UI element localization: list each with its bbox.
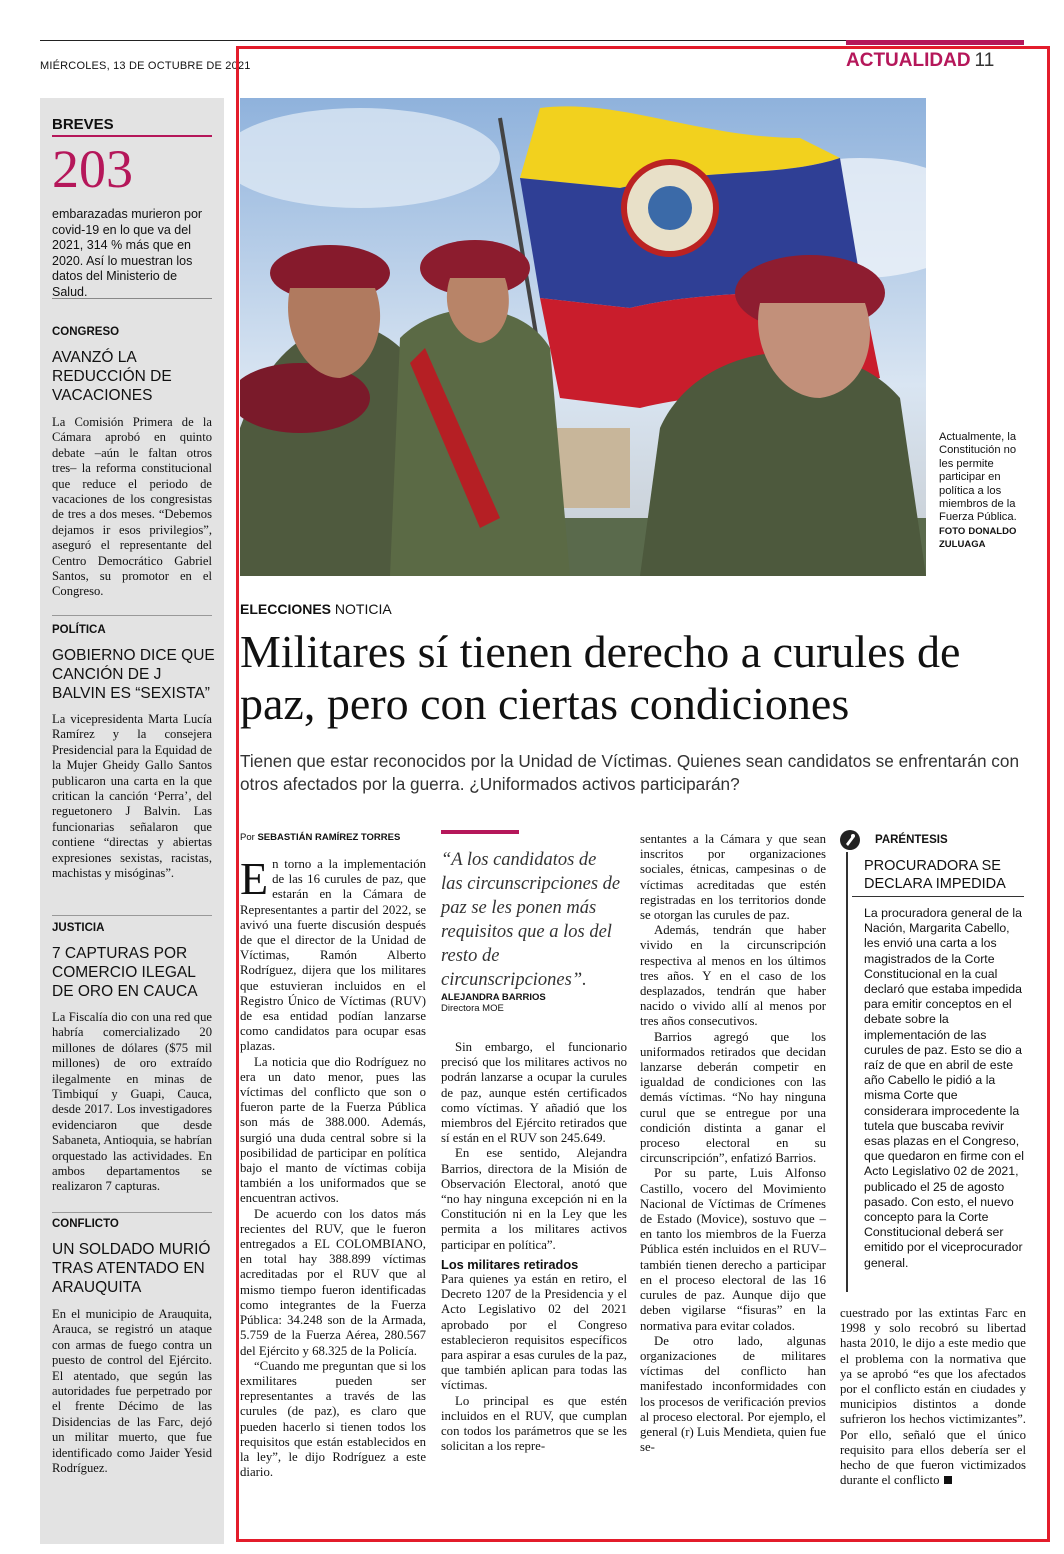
photo-credit-name: DONALDO ZULUAGA	[939, 525, 1017, 551]
page-number: 11	[974, 50, 995, 71]
breves-label: BREVES	[52, 116, 114, 133]
brief-body: En el municipio de Arauquita, Arauca, se registró un ataque con armas de fuego contra un puesto de control del Ejército. El atentado, que según las autoridades fue perpetrado por el frente Décimo de las Disidencias de las Farc, dejó un militar muerto, que fue identificado como Jaider Yesid Rodríguez.	[52, 1307, 212, 1476]
issue-date: MIÉRCOLES, 13 DE OCTUBRE DE 2021	[40, 60, 251, 72]
brief-headline: GOBIERNO DICE QUE CANCIÓN DE J BALVIN ES “SEXISTA”	[52, 647, 215, 702]
article-paragraph: Barrios agregó que los uniformados retirados que decidan lanzarse deberán competir en igualdad de condiciones con las demás víctimas. “No hay ninguna curul que se entregue por una condición distinta a ganar el proceso electoral en su circunscripción”, enfatizó Barrios.	[640, 1029, 826, 1166]
article-deck: Tienen que estar reconocidos por la Unidad de Víctimas. Quienes sean candidatos se enfrentarán con otros afectados por la guerra. ¿Uniformados activos participarán?	[240, 751, 1020, 794]
parentesis-label: PARÉNTESIS	[875, 834, 948, 846]
parentesis-headline: PROCURADORA SE DECLARA IMPEDIDA	[864, 858, 1006, 892]
selection-frame	[236, 46, 1050, 1542]
paragraph-text: cuestrado por las extintas Farc en 1998 y solo recobró su libertad hasta 2010, le dijo a este medio que el problema con la normativa que ya se aprobó “es que los afectados por el conflicto están en ciudades y municipios distintos a donde sufrieron los hechos victimizantes”. Por ello, señaló que el único requisito para ellos debería ser el hecho de que fueron victimizados durante el conflicto	[840, 1306, 1026, 1488]
brief-headline: AVANZÓ LA REDUCCIÓN DE VACACIONES	[52, 349, 172, 404]
breves-text: embarazadas murieron por covid-19 en lo que va del 2021, 314 % más que en 2020. Así lo muestran los datos del Ministerio de Salud.	[52, 207, 203, 299]
brief-headline: 7 CAPTURAS POR COMERCIO ILEGAL DE ORO EN CAUCA	[52, 945, 198, 1000]
breves-divider	[52, 298, 212, 299]
caption-text: Actualmente, la Constitución no les permite participar en política a los miembros de la Fuerza Pública.	[939, 431, 1017, 524]
article-subhead: Los militares retirados	[441, 1256, 579, 1272]
article-headline: Militares sí tienen derecho a curules de paz, pero con ciertas condiciones	[240, 626, 961, 729]
article-paragraph: Además, tendrán que haber vivido en la circunscripción respectiva al menos en los últimos tres años. Y en el caso de los desplazados, tendrán que haber nacido o vivido allí al menos por tres años consecutivos.	[640, 923, 826, 1029]
parentesis-body: La procuradora general de la Nación, Margarita Cabello, les envió una carta a los magistrados de la Corte Constitucional en la cual declaró que estaba impedida para emitir conceptos en el debate sobre la implementación de las curules de paz. Esto se dio a raíz de que en abril de este año Cabello le pidió a la misma Corte que considerara improcedente la tutela que buscaba revivir esas plazas en el Congreso, que quedaron en firme con el Acto Legislativo 02 de 2021, publicado el 25 de agosto pasado. Con esto, el nuevo concepto para la Corte Constitucional deberá ser emitido por el viceprocurador general.	[864, 906, 1024, 1270]
brief-divider	[52, 1212, 212, 1213]
brief-divider	[52, 915, 212, 916]
pullquote-role: Directora MOE	[441, 1003, 504, 1014]
byline-prefix: Por	[240, 832, 255, 843]
kicker-section: ELECCIONES	[240, 601, 332, 617]
article-paragraph: Por su parte, Luis Alfonso Castillo, vocero del Movimiento Nacional de Víctimas de Crímenes de Estado (Movice), sostuvo que –en tanto los miembros de la Fuerza Pública estén incluidos en el RUV– también tienen derecho a participar en el proceso electoral de las 16 curules de paz. Aunque dijo que deben vigilarse “fisuras” en la normativa para evitar colados.	[640, 1166, 826, 1333]
brief-body: La vicepresidenta Marta Lucía Ramírez y la consejera Presidencial para la Equidad de la Mujer Gheidy Gallo Santos publicaron una carta en la que critican la canción ‘Perra’, del reguetonero J Balvin. Las funcionarias señalaron que contiene “directas y abiertas expresiones sexistas, racistas, machistas y misóginas”.	[52, 712, 212, 881]
article-paragraph: En ese sentido, Alejandra Barrios, directora de la Misión de Observación Electoral, anotó que “no hay ninguna excepción ni en la Constitución ni en la Ley que les permita a los militares activos participar en política”.	[441, 1146, 627, 1252]
kicker-type: NOTICIA	[334, 601, 392, 617]
brief-body: La Comisión Primera de la Cámara aprobó en quinto debate –aún le faltan otros tres– la reforma constitucional que reduce el periodo de vacaciones de los congresistas de tres a dos meses. “Debemos dejamos ir esos privilegios”, aseguró el representante del Centro Democrático Gabriel Santos, su promotor en el Congreso.	[52, 415, 212, 599]
breves-number: 203	[52, 139, 133, 199]
brief-tag: POLÍTICA	[52, 624, 106, 636]
brief-body: La Fiscalía dio con una red que habría comercializado 20 millones de dólares ($75 mil millones) de oro extraído ilegalmente en minas de Timbiquí y Guapi, Cauca, desde 2017. Los investigadores evidenciaron que desde Sabaneta, Antioquia, se habrían orquestado las actividades. En ambos departamentos se realizaron 7 capturas.	[52, 1010, 212, 1194]
article-paragraph: sentantes a la Cámara y que sean inscritos por organizaciones sociales, étnicas, campesinas o de víctimas acreditadas que estén registradas en los territorios donde se otorgan las curules de paz.	[640, 832, 826, 923]
brief-tag: JUSTICIA	[52, 922, 105, 934]
paragraph-text: n torno a la implementación de las 16 curules de paz, que estarán en la Cámara de Representantes a partir del 2022, se avivó una fuerte discusión después de que el director de la Unidad de Víctimas, Ramón Alberto Rodríguez, dijera que los militares que estuvieran incluidos en el Registro Único de Víctimas (RUV) de esa entidad podían lanzarse como candidatos para ocupar esas plazas.	[240, 857, 426, 1054]
brief-divider	[52, 615, 212, 616]
photo-credit-label: FOTO	[939, 525, 966, 537]
article-paragraph: De acuerdo con los datos más recientes del RUV, que le fueron entregados a EL COLOMBIANO, en total hay 388.899 víctimas acreditadas por el RUV que al mismo tiempo fueron identificadas como integrantes de la Fuerza Pública: 34.248 son de la Armada, 5.759 de la Fuerza Aérea, 280.567 del Ejército y 68.325 de la Policía.	[240, 1206, 426, 1358]
brief-tag: CONGRESO	[52, 326, 120, 338]
article-paragraph: De otro lado, algunas organizaciones de militares víctimas del conflicto han manifestado inconformidades con los procesos de verificación previos al proceso electoral. Por ejemplo, el general (r) Luis Mendieta, quien fue se-	[640, 1333, 826, 1455]
brief-tag: CONFLICTO	[52, 1218, 119, 1230]
drop-cap: E	[240, 853, 269, 904]
article-paragraph: Sin embargo, el funcionario precisó que los militares activos no podrán lanzarse a ocupar la curules de paz, aunque estén certificados como víctimas. Y añadió que los miembros del Ejército retirados que sí están en el RUV son 245.649.	[441, 1040, 627, 1146]
section-name: ACTUALIDAD	[846, 50, 971, 71]
article-paragraph: Lo principal es que estén incluidos en el RUV, que cumplan con todos los parámetros que se les solicitan a los repre-	[441, 1393, 627, 1454]
section-accent-bar	[846, 40, 1024, 45]
article-paragraph: “Cuando me preguntan que si los exmilitares pueden ser representantes a través de las curules (de paz), es claro que pueden hacerlo si tienen todos los requisitos que están establecidos en la ley”, le dijo Rodríguez a este diario.	[240, 1358, 426, 1480]
article-paragraph: La noticia que dio Rodríguez no era un dato menor, pues las víctimas del conflicto que son o fueron parte de la Fuerza Pública son más de 388.000. Además, surgió una duda central sobre si la posibilidad de participar en política bajo el manto de víctimas cobija también a los uniformados que se encuentran activos.	[240, 1054, 426, 1206]
byline-author: SEBASTIÁN RAMÍREZ TORRES	[257, 832, 401, 843]
pullquote: “A los candidatos de las circunscripciones de paz se les ponen más requisitos que a los del resto de circunscripciones”.	[441, 850, 621, 990]
pullquote-author: ALEJANDRA BARRIOS	[441, 992, 546, 1003]
article-paragraph: Para quienes ya están en retiro, el Decreto 1207 de la Presidencia y el Acto Legislativo 02 del 2021 aprobado por el Congreso establecieron requisitos específicos para aspirar a esas curules de la paz, que también aplican para todas las víctimas.	[441, 1272, 627, 1393]
brief-headline: UN SOLDADO MURIÓ TRAS ATENTADO EN ARAUQUITA	[52, 1241, 211, 1296]
